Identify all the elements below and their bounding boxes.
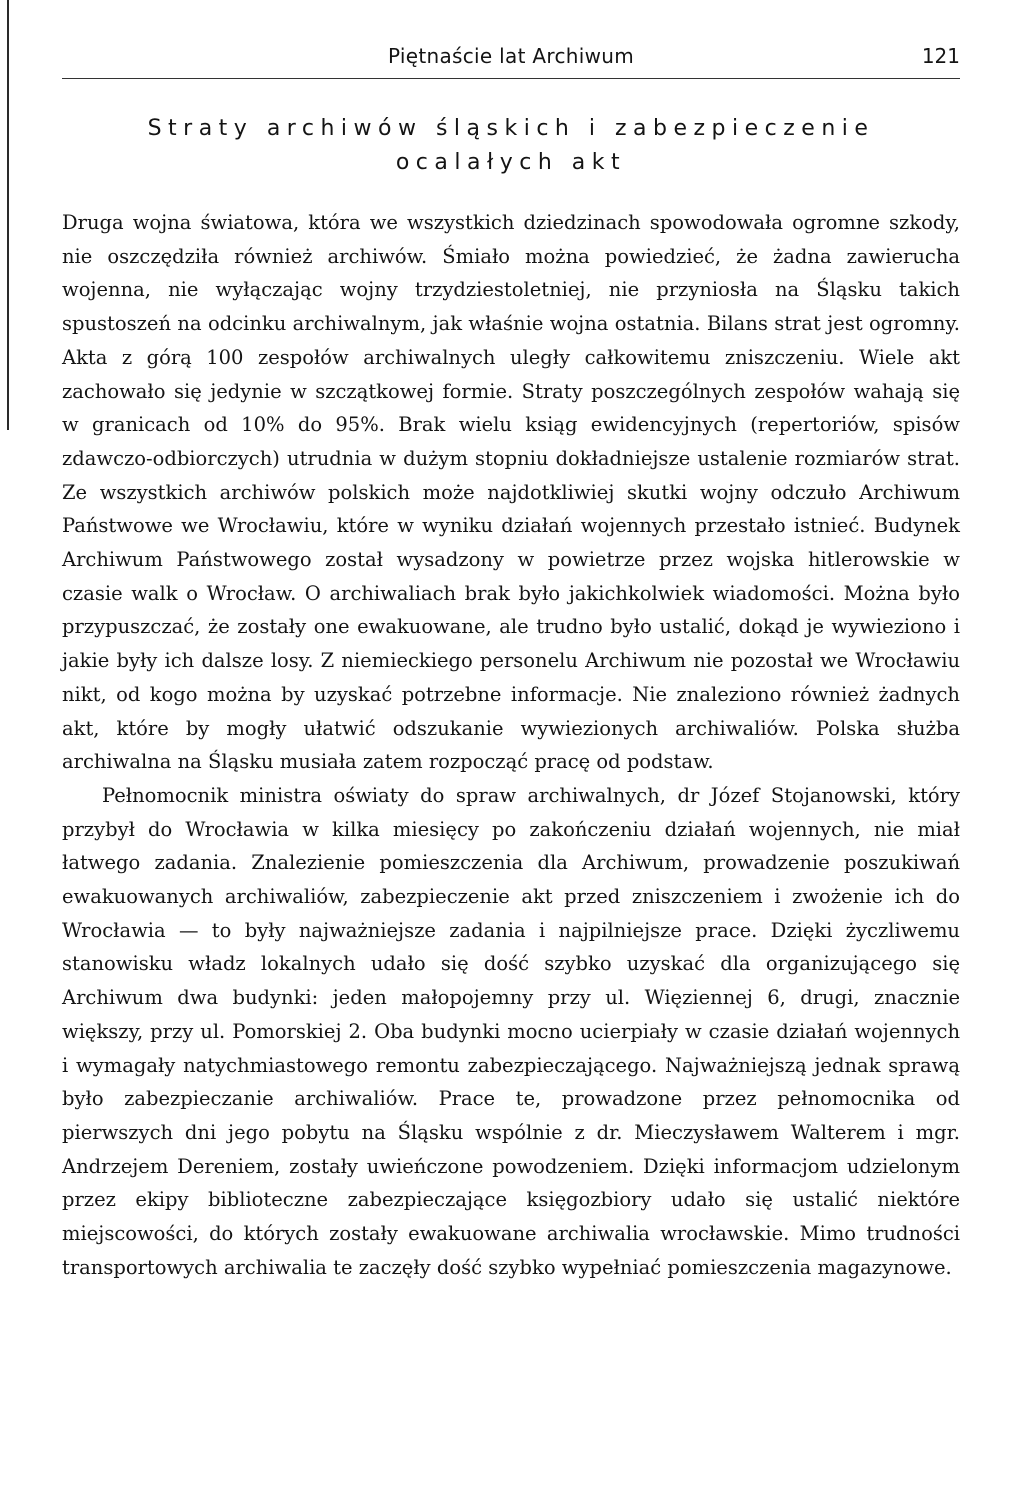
running-header xyxy=(62,44,960,78)
header-rule xyxy=(62,78,960,79)
article-body xyxy=(62,206,960,1285)
paragraph: Pełnomocnik ministra oświaty do spraw archiwalnych, dr Józef Stojanowski, który przybył do Wrocławia w kilka miesięcy po zakończeniu działań wojennych, nie miał łatwego zadania. Znalezienie pomieszczenia dla Archiwum, prowadzenie poszukiwań ewakuowanych archiwaliów, zabezpieczenie akt przed zniszczeniem i zwożenie ich do Wrocławia — to były najważniejsze zadania i najpilniejsze prace. Dzięki życzliwemu stanowisku władz lokalnych udało się dość szybko uzyskać dla organizującego się Archiwum dwa budynki: jeden małopojemny przy ul. Więziennej 6, drugi, znacznie większy, przy ul. Pomorskiej 2. Oba budynki mocno ucierpiały w czasie działań wojennych i wymagały natychmiastowego remontu zabezpieczającego. Najważniejszą jednak sprawą było zabezpieczanie archiwaliów. Prace te, prowadzone przez pełnomocnika od pierwszych dni jego pobytu na Śląsku wspólnie z dr. Mieczysławem Walterem i mgr. Andrzejem Dereniem, zostały uwieńczone powodzeniem. Dzięki informacjom udzielonym przez ekipy biblioteczne zabezpieczające księgozbiory udało się ustalić niektóre miejscowości, do których zostały ewakuowane archiwalia wrocławskie. Mimo trudności transportowych archiwalia te zaczęły dość szybko wypełniać pomieszczenia magazynowe. xyxy=(62,783,960,1279)
scan-edge-line xyxy=(7,0,9,430)
section-title-line-1: Straty archiwów śląskich i zabezpieczenie xyxy=(147,116,875,141)
page-number: 121 xyxy=(921,44,960,68)
section-title xyxy=(62,112,960,180)
paragraph: Druga wojna światowa, która we wszystkich dziedzinach spowodowała ogromne szkody, nie oszczędziła również archiwów. Śmiało można powiedzieć, że żadna zawierucha wojenna, nie wyłączając wojny trzydziestoletniej, nie przyniosła na Śląsku takich spustoszeń na odcinku archiwalnym, jak właśnie wojna ostatnia. Bilans strat jest ogromny. Akta z górą 100 zespołów archiwalnych uległy całkowitemu zniszczeniu. Wiele akt zachowało się jedynie w szczątkowej formie. Straty poszczególnych zespołów wahają się w granicach od 10% do 95%. Brak wielu ksiąg ewidencyjnych (repertoriów, spisów zdawczo-odbiorczych) utrudnia w dużym stopniu dokładniejsze ustalenie rozmiarów strat. Ze wszystkich archiwów polskich może najdotkliwiej skutki wojny odczuło Archiwum Państwowe we Wrocławiu, które w wyniku działań wojennych przestało istnieć. Budynek Archiwum Państwowego został wysadzony w powietrze przez wojska hitlerowskie w czasie walk o Wrocław. O archiwaliach brak było jakichkolwiek wiadomości. Można było przypuszczać, że zostały one ewakuowane, ale trudno było ustalić, dokąd je wywieziono i jakie były ich dalsze losy. Z niemieckiego personelu Archiwum nie pozostał we Wrocławiu nikt, od kogo można by uzyskać potrzebne informacje. Nie znaleziono również żadnych akt, które by mogły ułatwić odszukanie wywiezionych archiwaliów. Polska służba archiwalna na Śląsku musiała zatem rozpocząć pracę od podstaw. xyxy=(62,211,960,774)
section-title-line-2: ocalałych akt xyxy=(395,150,627,175)
running-title: Piętnaście lat Archiwum xyxy=(387,44,634,68)
